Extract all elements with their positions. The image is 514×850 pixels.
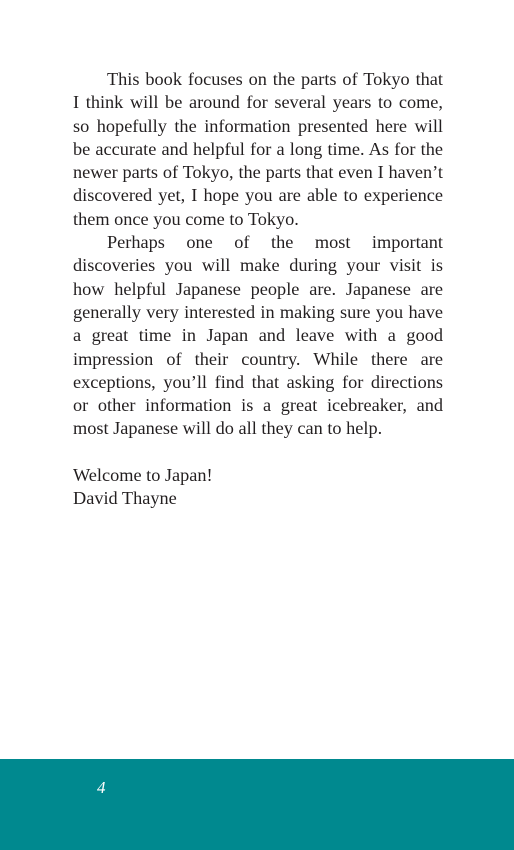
body-paragraph-2: Perhaps one of the most important discoveries you will make during your visit is how helpful Japanese people are. Japanese are generally very interested in making sure you have a great time in Japan and leave with a good impression of their country. While there are exceptions, you’ll find that asking for directions or other information is a great icebreaker, and most Japanese will do all they can to help. bbox=[73, 232, 443, 439]
body-paragraph-1: This book focuses on the parts of Tokyo that I think will be around for several years to come, so hopefully the information presented here will be accurate and helpful for a long time. As for the newer parts of Tokyo, the parts that even I haven’t discovered yet, I hope you are able to experience them once you come to Tokyo. bbox=[73, 69, 443, 229]
page-content bbox=[73, 68, 443, 510]
page-number: 4 bbox=[97, 778, 106, 797]
footer-band bbox=[0, 759, 514, 850]
author-name: David Thayne bbox=[73, 488, 177, 509]
signoff bbox=[73, 464, 443, 511]
closing-line: Welcome to Japan! bbox=[73, 464, 213, 485]
